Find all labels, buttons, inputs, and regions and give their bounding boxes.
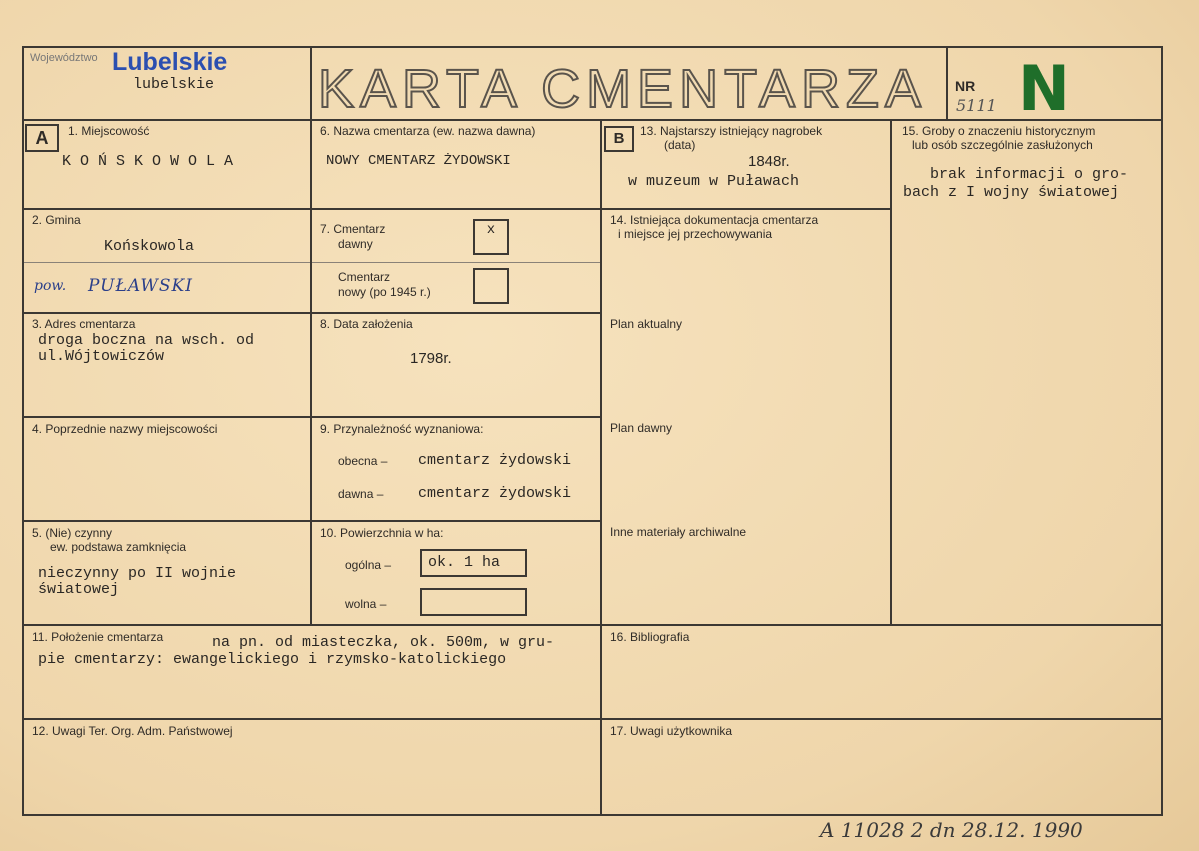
section-a-letter: A — [25, 124, 59, 152]
rule-header-bottom — [22, 119, 1163, 121]
card-title: KARTA CMENTARZA — [318, 59, 928, 119]
field-14-label-1: 14. Istniejąca dokumentacja cmentarza — [610, 213, 819, 227]
rule-row1-b — [600, 208, 890, 210]
field-12-label: 12. Uwagi Ter. Org. Adm. Państwowej — [32, 724, 233, 738]
field-11-value-2: pie cmentarzy: ewangelickiego i rzymsko-katolickiego — [38, 651, 507, 668]
field-4-label: 4. Poprzednie nazwy miejscowości — [32, 422, 218, 436]
field-10-total-label: ogólna – — [345, 558, 392, 572]
field-15-value-2: bach z I wojny światowej — [903, 184, 1120, 201]
field-7-new-checkbox[interactable] — [473, 268, 509, 304]
field-7-label-1: 7. Cmentarz — [320, 222, 386, 236]
field-6-value: NOWY CMENTARZ ŻYDOWSKI — [326, 153, 511, 169]
wojewodztwo-typed: lubelskie — [133, 76, 215, 93]
field-5-value-2: światowej — [38, 581, 120, 598]
rule-row5 — [22, 624, 1163, 626]
section-b-letter: B — [604, 126, 634, 152]
nr-label: NR — [955, 78, 976, 94]
field-5-label-2: ew. podstawa zamknięcia — [50, 540, 187, 554]
field-13-label-1: 13. Najstarszy istniejący nagrobek — [640, 124, 823, 138]
field-6-label: 6. Nazwa cmentarza (ew. nazwa dawna) — [320, 124, 536, 138]
field-9-former-value: cmentarz żydowski — [418, 485, 572, 502]
field-13-value-1: 1848r. — [748, 153, 790, 170]
rule-left — [22, 46, 24, 816]
rule-row6 — [22, 718, 1163, 720]
field-1-value: K O Ń S K O W O L A — [62, 153, 234, 170]
field-10-free-label: wolna – — [345, 597, 387, 611]
rule-cemetery-divider — [312, 262, 600, 263]
field-1-label: 1. Miejscowość — [68, 124, 150, 138]
field-7-new-label-2: nowy (po 1945 r.) — [338, 285, 431, 299]
nr-number: 5111 — [956, 96, 997, 115]
field-2-value: Końskowola — [104, 238, 195, 255]
field-9-former-label: dawna – — [338, 487, 384, 501]
field-7-new-label-1: Cmentarz — [338, 270, 391, 284]
nr-letter: N — [1018, 52, 1070, 125]
field-14-label-2: i miejsce jej przechowywania — [618, 227, 773, 241]
pow-value: PUŁAWSKI — [88, 276, 193, 296]
field-13-value-2: w muzeum w Puławach — [628, 173, 800, 190]
field-3-label: 3. Adres cmentarza — [32, 317, 136, 331]
field-3-value-1: droga boczna na wsch. od — [38, 332, 255, 349]
field-15-label-2: lub osób szczególnie zasłużonych — [912, 138, 1093, 152]
field-10-free-input[interactable] — [420, 588, 527, 616]
pow-label: pow. — [34, 278, 67, 294]
field-11-label: 11. Położenie cmentarza — [32, 630, 164, 644]
field-10-total-value[interactable]: ok. 1 ha — [420, 549, 527, 577]
rule-col3 — [890, 119, 892, 624]
rule-col1 — [310, 46, 312, 624]
field-16-label: 16. Bibliografia — [610, 630, 690, 644]
field-3-value-2: ul.Wójtowiczów — [38, 348, 165, 365]
wojewodztwo-stamp: Lubelskie — [112, 48, 228, 76]
field-11-value-1: na pn. od miasteczka, ok. 500m, w gru- — [212, 634, 555, 651]
rule-nr — [946, 46, 948, 119]
rule-col2 — [600, 119, 602, 816]
other-materials-label: Inne materiały archiwalne — [610, 525, 747, 539]
plan-former-label: Plan dawny — [610, 421, 673, 435]
field-15-value-1: brak informacji o gro- — [930, 166, 1129, 183]
rule-gmina-divider — [22, 262, 310, 263]
field-8-value: 1798r. — [410, 350, 452, 367]
field-13-label-2: (data) — [664, 138, 696, 152]
field-17-label: 17. Uwagi użytkownika — [610, 724, 733, 738]
plan-current-label: Plan aktualny — [610, 317, 683, 331]
field-2-label: 2. Gmina — [32, 213, 81, 227]
field-8-label: 8. Data założenia — [320, 317, 413, 331]
field-5-value-1: nieczynny po II wojnie — [38, 565, 237, 582]
field-15-label-1: 15. Groby o znaczeniu historycznym — [902, 124, 1096, 138]
rule-right — [1161, 46, 1163, 816]
footer-note: A 11028 2 dn 28.12. 1990 — [820, 818, 1083, 842]
field-7-old-checkbox[interactable]: x — [473, 219, 509, 255]
field-7-label-2: dawny — [338, 237, 373, 251]
field-9-current-label: obecna – — [338, 454, 388, 468]
field-9-label: 9. Przynależność wyznaniowa: — [320, 422, 484, 436]
field-9-current-value: cmentarz żydowski — [418, 452, 572, 469]
rule-bottom — [22, 814, 1163, 816]
field-10-label: 10. Powierzchnia w ha: — [320, 526, 444, 540]
field-5-label-1: 5. (Nie) czynny — [32, 526, 113, 540]
wojewodztwo-label: Województwo — [30, 52, 98, 64]
